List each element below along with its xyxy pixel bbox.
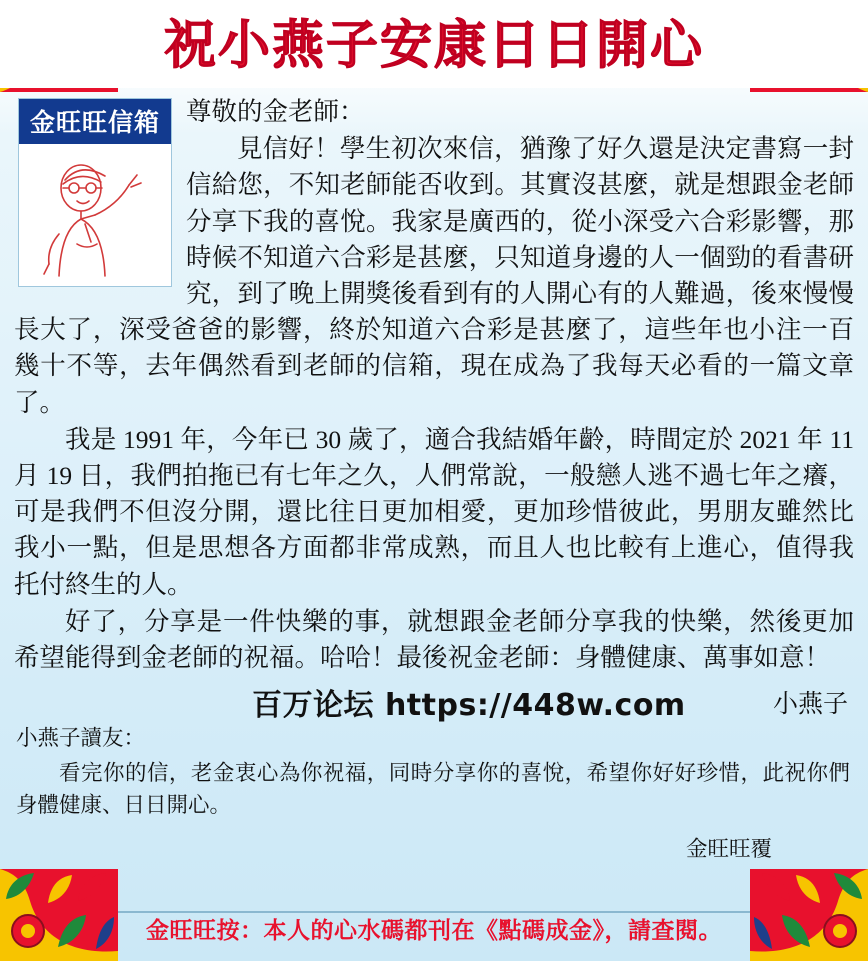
letter-paragraph-2: 我是 1991 年，今年已 30 歲了，適合我結婚年齡，時間定於 2021 年 11 月 19 日，我們拍拖已有七年之久，人們常說，一般戀人逃不過七年之癢，可是我們不但沒分開，還比往日更加相愛，更加珍惜彼此，男朋友雖然比我小一點，但是思想各方面都非常成熟，而且人也比較有上進心，值得我托付終生的人。 bbox=[14, 424, 854, 599]
letter-paragraph-3: 好了，分享是一件快樂的事，就想跟金老師分享我的快樂，然後更加希望能得到金老師的祝福。哈哈！最後祝金老師：身體健康、萬事如意！ bbox=[14, 606, 854, 673]
page-title: 祝小燕子安康日日開心 bbox=[163, 16, 704, 76]
column-logo-banner: 金旺旺信箱 bbox=[19, 99, 171, 144]
reply-paragraph-1: 看完你的信，老金衷心為你祝福，同時分享你的喜悅，希望你好好珍惜，此祝你們身體健康、日日開心。 bbox=[16, 760, 850, 817]
page-content bbox=[0, 88, 868, 865]
man-pointing-illustration-icon bbox=[19, 144, 171, 286]
letter-paragraph-1: 見信好！學生初次來信，猶豫了好久還是決定書寫一封信給您，不知老師能否收到。其實沒甚麼，就是想跟金老師分享下我的喜悅。我家是廣西的，從小深受六合彩影響，那時候不知道六合彩是甚麼，只知道身邊的人一個勁的看書研究，到了晚上開獎後看到有的人開心有的人難過，後來慢慢長大了，深受爸爸的影響，終於知道六合彩是甚麼了，這些年也小注一百幾十不等，去年偶然看到老師的信箱，現在成為了我每天必看的一篇文章了。 bbox=[14, 134, 854, 417]
page-header bbox=[0, 0, 868, 88]
letter-salutation: 尊敬的金老師： bbox=[186, 97, 365, 126]
column-logo bbox=[18, 98, 172, 287]
letter-signature: 小燕子 bbox=[772, 691, 848, 719]
reply-salutation: 小燕子讀友： bbox=[16, 726, 146, 751]
corner-ornament-bottom-left-icon bbox=[0, 869, 118, 961]
corner-ornament-bottom-right-icon bbox=[750, 869, 868, 961]
site-watermark: 百万论坛 https://448w.com bbox=[252, 688, 686, 724]
reply-signature: 金旺旺覆 bbox=[685, 837, 772, 861]
letter-signature-row bbox=[14, 678, 854, 724]
footer-note: 金旺旺按：本人的心水碼都刊在《點碼成金》，請查閱。 bbox=[146, 918, 722, 944]
reply-body bbox=[14, 720, 854, 865]
